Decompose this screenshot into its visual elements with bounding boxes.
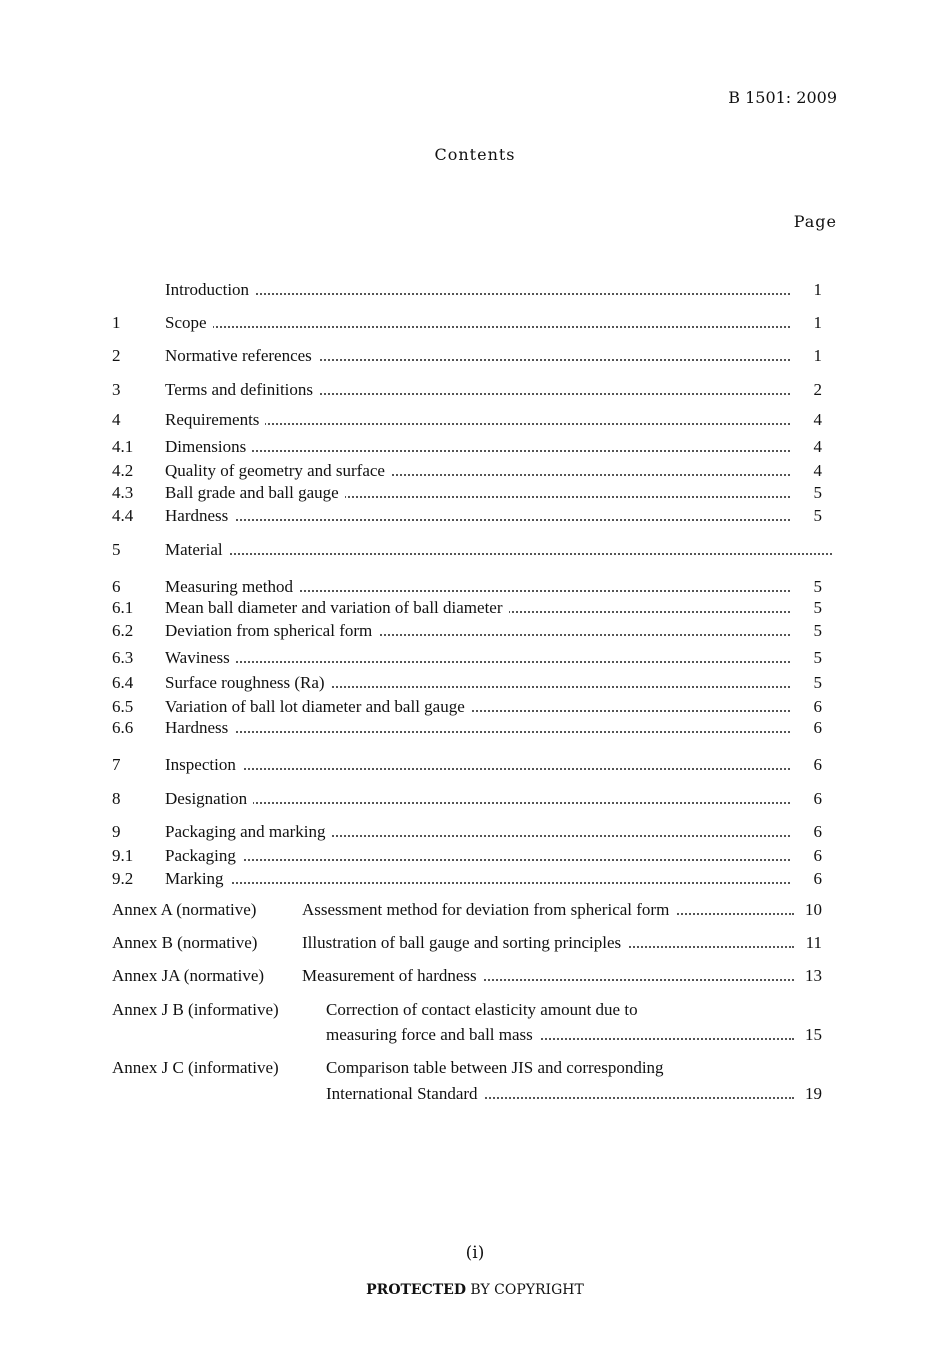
- page-number: 6: [813, 846, 822, 865]
- section-number: 1: [112, 313, 121, 332]
- toc-entry[interactable]: [112, 869, 822, 891]
- standard-number: B 1501: 2009: [728, 88, 837, 107]
- annex-label: Annex J C (informative): [112, 1058, 279, 1077]
- page-number: 15: [805, 1025, 822, 1044]
- page-number: 10: [805, 900, 822, 919]
- toc-entry[interactable]: [112, 577, 822, 599]
- dot-leader: [165, 543, 832, 555]
- annex-label: Annex J B (informative): [112, 1000, 279, 1019]
- toc-entry[interactable]: [112, 598, 822, 620]
- page-number: 6: [813, 822, 822, 841]
- toc-entry[interactable]: [112, 822, 822, 844]
- page-number: 1: [813, 313, 822, 332]
- page-column-header: Page: [793, 212, 837, 231]
- section-number: 8: [112, 789, 121, 808]
- section-number: 4.1: [112, 437, 134, 456]
- section-title: Packaging and marking: [165, 822, 332, 842]
- page-number: 4: [813, 410, 822, 429]
- toc-entry[interactable]: [112, 483, 822, 505]
- toc-entry[interactable]: [112, 648, 822, 670]
- dot-leader: [165, 792, 790, 804]
- toc-entry[interactable]: [112, 380, 822, 402]
- toc-entry[interactable]: [112, 718, 822, 740]
- page-number: 6: [813, 718, 822, 737]
- section-number: 6: [112, 577, 121, 596]
- section-title: Terms and definitions: [165, 380, 319, 400]
- section-title: Designation: [165, 789, 253, 809]
- section-title: Hardness: [165, 506, 234, 526]
- section-title: Surface roughness (Ra): [165, 673, 331, 693]
- page-number: 1: [813, 280, 822, 299]
- toc-entry[interactable]: [112, 437, 822, 459]
- page-number: 5: [813, 648, 822, 667]
- page-number: 4: [813, 461, 822, 480]
- page-number: 6: [813, 697, 822, 716]
- section-number: 4.3: [112, 483, 134, 502]
- page-number: 5: [813, 673, 822, 692]
- section-title: Ball grade and ball gauge: [165, 483, 345, 503]
- section-number: 7: [112, 755, 121, 774]
- dot-leader: [165, 872, 790, 884]
- section-title: Requirements: [165, 410, 265, 430]
- page-number: 6: [813, 789, 822, 808]
- toc-entry[interactable]: [112, 789, 822, 811]
- section-number: 4.2: [112, 461, 134, 480]
- toc-entry[interactable]: [112, 280, 822, 302]
- page-number: 1: [813, 346, 822, 365]
- toc-entry[interactable]: [112, 621, 822, 643]
- copyright-text: BY COPYRIGHT: [465, 1282, 584, 1298]
- dot-leader: [165, 758, 790, 770]
- page-number: 5: [813, 483, 822, 502]
- dot-leader: [165, 721, 790, 733]
- annex-title-continued: measuring force and ball mass: [326, 1025, 539, 1045]
- annex-title-continued: International Standard: [326, 1084, 484, 1104]
- annex-entry-continued: [112, 1025, 822, 1047]
- toc-entry[interactable]: [112, 313, 822, 335]
- annex-label: Annex B (normative): [112, 933, 258, 952]
- copyright-notice: [0, 1282, 950, 1298]
- section-title: Normative references: [165, 346, 318, 366]
- section-number: 6.2: [112, 621, 134, 640]
- toc-entry[interactable]: [112, 697, 822, 719]
- section-title: Mean ball diameter and variation of ball diameter: [165, 598, 509, 618]
- section-number: 4: [112, 410, 121, 429]
- section-number: 9.1: [112, 846, 134, 865]
- toc-entry[interactable]: [112, 540, 822, 562]
- page-title: Contents: [434, 145, 516, 164]
- section-title: Measuring method: [165, 577, 299, 597]
- toc-entry[interactable]: [112, 506, 822, 528]
- annex-entry[interactable]: [112, 1000, 822, 1022]
- page-number: 11: [805, 933, 822, 952]
- section-number: 3: [112, 380, 121, 399]
- dot-leader: [165, 651, 790, 663]
- dot-leader: [165, 316, 790, 328]
- page-number: 5: [813, 506, 822, 525]
- section-title: Dimensions: [165, 437, 252, 457]
- section-title: Introduction: [165, 280, 255, 300]
- section-number: 6.4: [112, 673, 134, 692]
- dot-leader: [165, 509, 790, 521]
- toc-entry[interactable]: [112, 461, 822, 483]
- section-title: Marking: [165, 869, 230, 889]
- page-number: 5: [813, 577, 822, 596]
- page-number: 5: [813, 621, 822, 640]
- toc-entry[interactable]: [112, 346, 822, 368]
- annex-entry-continued: [112, 1084, 822, 1106]
- page-number: 6: [813, 755, 822, 774]
- section-number: 2: [112, 346, 121, 365]
- toc-entry[interactable]: [112, 410, 822, 432]
- annex-label: Annex A (normative): [112, 900, 257, 919]
- annex-label: Annex JA (normative): [112, 966, 265, 985]
- annex-entry[interactable]: [112, 900, 822, 922]
- toc-entry[interactable]: [112, 755, 822, 777]
- section-number: 9.2: [112, 869, 134, 888]
- page-number: 19: [805, 1084, 822, 1103]
- annex-title: Comparison table between JIS and corresponding: [326, 1058, 670, 1078]
- section-title: Variation of ball lot diameter and ball gauge: [165, 697, 471, 717]
- section-title: Quality of geometry and surface: [165, 461, 391, 481]
- toc-entry[interactable]: [112, 846, 822, 868]
- section-title: Material: [165, 540, 229, 560]
- page-number: 13: [805, 966, 822, 985]
- section-title: Waviness: [165, 648, 236, 668]
- section-number: 4.4: [112, 506, 134, 525]
- section-title: Deviation from spherical form: [165, 621, 378, 641]
- annex-title: Assessment method for deviation from spherical form: [302, 900, 675, 920]
- copyright-bold: PROTECTED: [366, 1282, 466, 1298]
- dot-leader: [165, 283, 790, 295]
- annex-entry[interactable]: [112, 1058, 822, 1080]
- annex-title: Measurement of hardness: [302, 966, 483, 986]
- page-number: 4: [813, 437, 822, 456]
- page-number: 2: [813, 380, 822, 399]
- section-title: Inspection: [165, 755, 242, 775]
- dot-leader: [165, 849, 790, 861]
- section-title: Packaging: [165, 846, 242, 866]
- annex-title: Illustration of ball gauge and sorting principles: [302, 933, 627, 953]
- annex-entry[interactable]: [112, 933, 822, 955]
- section-number: 5: [112, 540, 121, 559]
- page-number: 6: [813, 869, 822, 888]
- section-number: 6.6: [112, 718, 134, 737]
- section-number: 6.3: [112, 648, 134, 667]
- page-number: 5: [813, 598, 822, 617]
- toc-entry[interactable]: [112, 673, 822, 695]
- dot-leader: [165, 440, 790, 452]
- section-number: 6.5: [112, 697, 134, 716]
- section-number: 6.1: [112, 598, 134, 617]
- annex-title: Correction of contact elasticity amount due to: [326, 1000, 644, 1020]
- section-title: Scope: [165, 313, 213, 333]
- section-number: 9: [112, 822, 121, 841]
- page-folio: (i): [465, 1243, 485, 1263]
- section-title: Hardness: [165, 718, 234, 738]
- annex-entry[interactable]: [112, 966, 822, 988]
